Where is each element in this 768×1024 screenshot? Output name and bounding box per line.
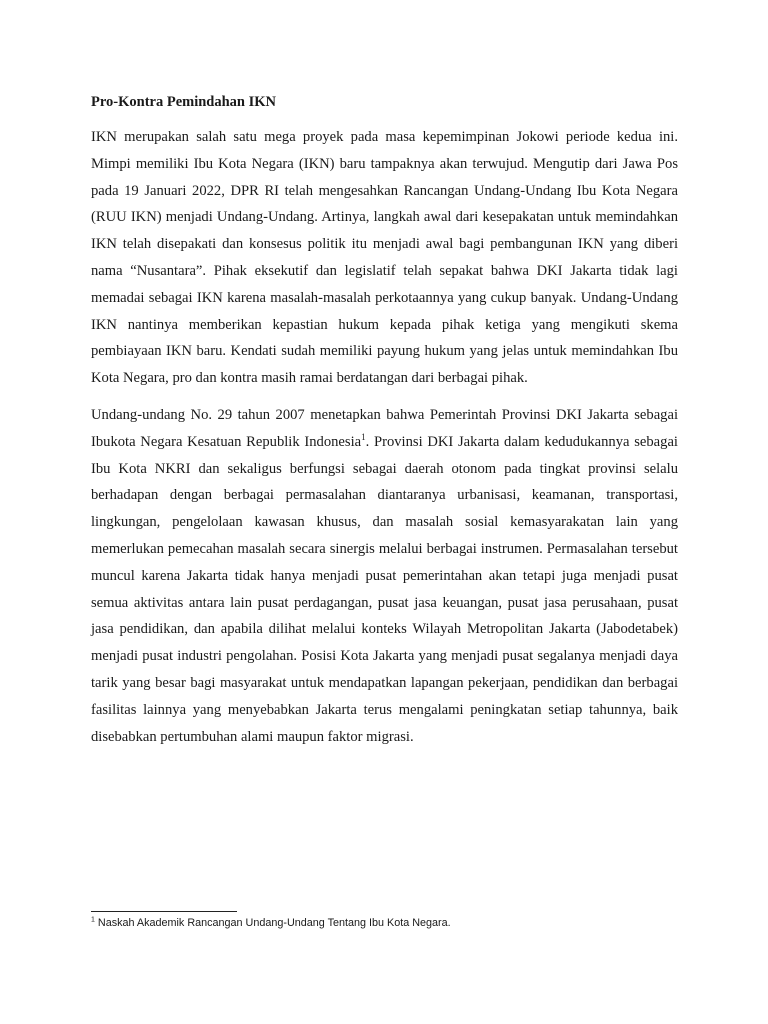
footnote-separator xyxy=(91,911,237,912)
footnote xyxy=(91,916,678,931)
footnote-marker: 1 xyxy=(91,916,95,924)
paragraph-2 xyxy=(91,402,678,750)
document-body xyxy=(91,84,678,760)
paragraph-2-text-start: Undang-undang No. 29 tahun 2007 menetapkan bahwa Pemerintah Provinsi DKI Jakarta sebagai Ibukota Negara Kesatuan Republik Indonesia xyxy=(91,406,678,450)
paragraph-2-text-end: . Provinsi DKI Jakarta dalam kedudukannya sebagai Ibu Kota NKRI dan sekaligus berfungsi sebagai daerah otonom pada tingkat provinsi selalu berhadapan dengan berbagai permasalahan diantaranya urbanisasi, keamanan, transportasi, lingkungan, pengelolaan kawasan khusus, dan masalah sosial kemasyarakatan lain yang memerlukan pemecahan masalah secara sinergis melalui berbagai instrumen. Permasalahan tersebut muncul karena Jakarta tidak hanya menjadi pusat pemerintahan akan tetapi juga menjadi pusat semua aktivitas antara lain pusat perdagangan, pusat jasa keuangan, pusat jasa perusahaan, pusat jasa pendidikan, dan apabila dilihat melalui konteks Wilayah Metropolitan Jakarta (Jabodetabek) menjadi pusat industri pengolahan. Posisi Kota Jakarta yang menjadi pusat segalanya menjadi daya tarik yang besar bagi masyarakat untuk mendapatkan lapangan pekerjaan, pendidikan dan berbagai fasilitas lainnya yang menyebabkan Jakarta terus mengalami peningkatan setiap tahunnya, baik disebabkan pertumbuhan alami maupun faktor migrasi. xyxy=(91,433,678,745)
footnote-reference[interactable]: 1 xyxy=(361,431,366,442)
paragraph-1: IKN merupakan salah satu mega proyek pada masa kepemimpinan Jokowi periode kedua ini. Mimpi memiliki Ibu Kota Negara (IKN) baru tampaknya akan terwujud. Mengutip dari Jawa Pos pada 19 Januari 2022, DPR RI telah mengesahkan Rancangan Undang-Undang Ibu Kota Negara (RUU IKN) menjadi Undang-Undang. Artinya, langkah awal dari kesepakatan untuk memindahkan IKN telah disepakati dan konsesus politik itu menjadi awal bagi pembangunan IKN yang diberi nama “Nusantara”. Pihak eksekutif dan legislatif telah sepakat bahwa DKI Jakarta tidak lagi memadai sebagai IKN karena masalah-masalah perkotaannya yang cukup banyak. Undang-Undang IKN nantinya memberikan kepastian hukum kepada pihak ketiga yang mengikuti skema pembiayaan IKN baru. Kendati sudah memiliki payung hukum yang jelas untuk memindahkan Ibu Kota Negara, pro dan kontra masih ramai berdatangan dari berbagai pihak. xyxy=(91,129,678,387)
document-title: Pro-Kontra Pemindahan IKN xyxy=(91,94,277,110)
footnote-text: Naskah Akademik Rancangan Undang-Undang Tentang Ibu Kota Negara. xyxy=(94,917,451,929)
